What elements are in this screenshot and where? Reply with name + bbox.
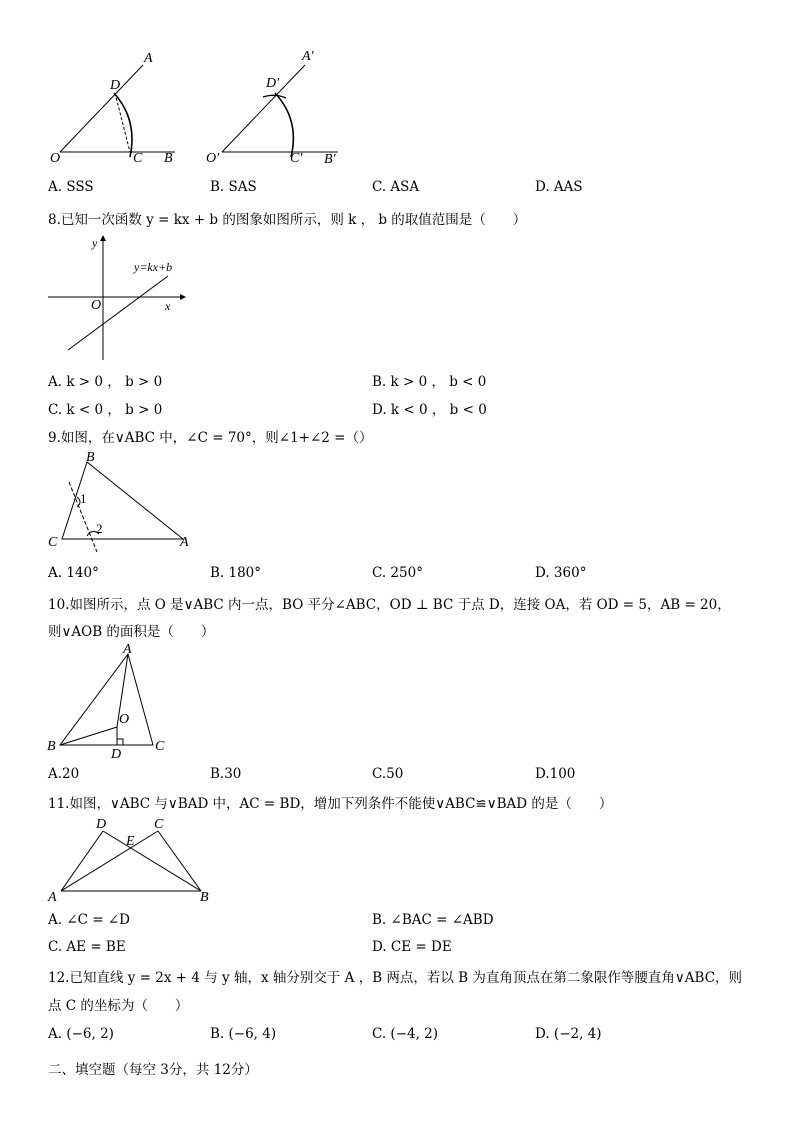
q8-graph [40, 232, 190, 367]
q7-fig2-label-c: C′ [290, 151, 303, 166]
q8-option-d[interactable]: D. k < 0 ， b < 0 [372, 402, 487, 418]
q9-figure [40, 448, 200, 560]
q10-label-d: D [111, 747, 122, 762]
q11-label-a: A [48, 890, 57, 905]
q10-option-a[interactable]: A.20 [48, 766, 80, 782]
q7-fig1-label-a: A [144, 51, 153, 66]
q7-option-c[interactable]: C. ASA [372, 179, 420, 195]
q9-option-d[interactable]: D. 360° [535, 565, 587, 581]
q11-stem: 11.如图，∨ABC 与∨BAD 中，AC = BD，增加下列条件不能使∨ABC≌∨BAD 的是（ ） [48, 796, 613, 812]
q9-option-c[interactable]: C. 250° [372, 565, 423, 581]
q11-option-a[interactable]: A. ∠C = ∠D [48, 912, 131, 928]
q12-option-a[interactable]: A. (−6, 2) [48, 1026, 114, 1042]
q11-option-d[interactable]: D. CE = DE [372, 939, 452, 955]
section-heading-fill-in: 二、填空题（每空 3分，共 12分） [48, 1062, 258, 1078]
q12-option-c[interactable]: C. (−4, 2) [372, 1026, 439, 1042]
q10-label-b: B [47, 739, 56, 754]
q10-label-o: O [119, 712, 130, 727]
q10-stem-line2: 则∨AOB 的面积是（ ） [48, 624, 215, 640]
q9-label-c: C [48, 535, 58, 550]
q11-option-c[interactable]: C. AE = BE [48, 939, 126, 955]
q7-fig2-label-b: B′ [324, 152, 336, 167]
q11-figure [40, 815, 220, 907]
q10-label-c: C [155, 739, 165, 754]
q11-label-c: C [154, 817, 164, 832]
q8-origin-label: O [91, 298, 102, 313]
q12-stem-line1: 12.已知直线 y = 2x + 4 与 y 轴，x 轴分别交于 A ，B 两点，若以 B 为直角顶点在第二象限作等腰直角∨ABC，则 [48, 970, 743, 986]
q7-fig1-label-b: B [164, 151, 173, 166]
q8-stem: 8.已知一次函数 y = kx + b 的图象如图所示，则 k ， b 的取值范围是（ ） [48, 212, 527, 228]
q9-label-b: B [86, 450, 95, 465]
q7-fig2-label-a: A′ [302, 49, 314, 64]
q7-fig1-label-d: D [110, 78, 121, 93]
q8-line-label: y=kx+b [134, 260, 173, 274]
q10-option-d[interactable]: D.100 [535, 766, 576, 782]
q8-option-c[interactable]: C. k < 0 ， b > 0 [48, 402, 163, 418]
q10-figure [40, 642, 180, 762]
q12-option-d[interactable]: D. (−2, 4) [535, 1026, 602, 1042]
q9-option-b[interactable]: B. 180° [210, 565, 262, 581]
q11-option-b[interactable]: B. ∠BAC = ∠ABD [372, 912, 494, 928]
q10-stem-line1: 10.如图所示，点 O 是∨ABC 内一点，BO 平分∠ABC，OD ⊥ BC 于点 D，连接 OA，若 OD = 5，AB = 20， [48, 597, 731, 613]
q7-fig2-label-o: O′ [206, 151, 220, 166]
q11-label-d: D [96, 817, 107, 832]
q7-option-d[interactable]: D. AAS [535, 179, 583, 195]
q10-label-a: A [123, 642, 132, 657]
q7-fig2-label-d: D′ [266, 76, 280, 91]
q10-option-c[interactable]: C.50 [372, 766, 404, 782]
q9-option-a[interactable]: A. 140° [48, 565, 99, 581]
q7-option-a[interactable]: A. SSS [48, 179, 94, 195]
q7-fig1-label-c: C [133, 151, 143, 166]
q8-option-b[interactable]: B. k > 0 ， b < 0 [372, 374, 487, 390]
q12-stem-line2: 点 C 的坐标为（ ） [48, 998, 189, 1014]
q7-option-b[interactable]: B. SAS [210, 179, 257, 195]
q8-axis-x-label: x [165, 299, 171, 313]
q12-option-b[interactable]: B. (−6, 4) [210, 1026, 277, 1042]
q8-axis-y-label: y [92, 236, 98, 250]
q7-figure-1 [40, 45, 190, 170]
q7-fig1-label-o: O [50, 151, 61, 166]
q11-label-e: E [126, 834, 135, 849]
q9-label-1: 1 [80, 491, 87, 506]
q9-stem: 9.如图，在∨ABC 中，∠C = 70°，则∠1+∠2 =（） [48, 430, 373, 446]
q7-figure-2 [200, 45, 350, 170]
q10-option-b[interactable]: B.30 [210, 766, 242, 782]
q9-label-a: A [180, 535, 189, 550]
q11-label-b: B [200, 890, 209, 905]
q9-label-2: 2 [96, 521, 103, 536]
q8-option-a[interactable]: A. k > 0 ， b > 0 [48, 374, 163, 390]
